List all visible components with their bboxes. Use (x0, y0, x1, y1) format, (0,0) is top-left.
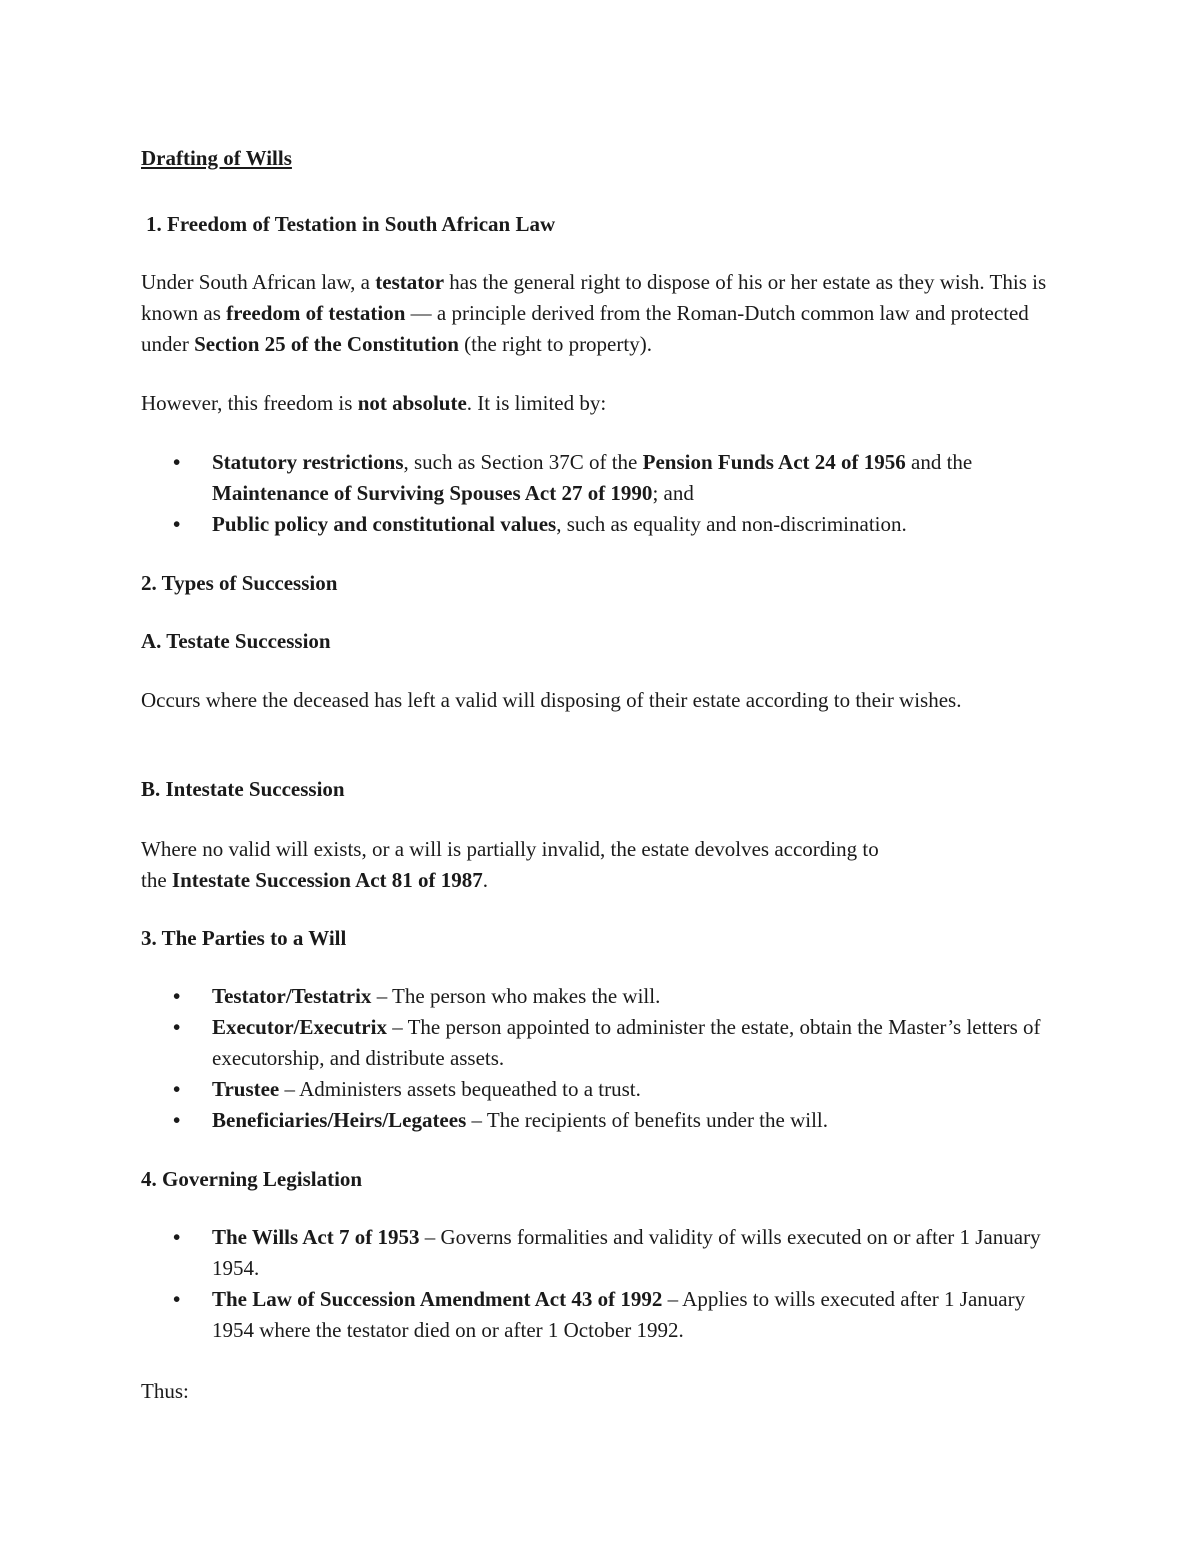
list-item: • The Wills Act 7 of 1953 – Governs formalities and validity of wills executed on or after 1 January 1954. (141, 1222, 1061, 1284)
list-item: • Statutory restrictions, such as Section 37C of the Pension Funds Act 24 of 1956 and the Maintenance of Surviving Spouses Act 27 of 1990; and (141, 447, 1071, 509)
section-4-heading: 4. Governing Legislation (141, 1167, 363, 1191)
bullet-icon: • (173, 1077, 181, 1101)
bullet-icon: • (173, 984, 181, 1008)
section-4-legislation-list (141, 1222, 1061, 1346)
section-2-heading: 2. Types of Succession (141, 571, 338, 595)
bullet-icon: • (173, 1287, 181, 1311)
section-1-paragraph-1: Under South African law, a testator has the general right to dispose of his or her estate as they wish. This is known as freedom of testation — a principle derived from the Roman-Dutch common law and protected under Section 25 of the Constitution (the right to property). (141, 270, 1047, 356)
document-title: Drafting of Wills (141, 146, 292, 170)
bullet-icon: • (173, 450, 181, 474)
section-3-parties-list (141, 981, 1071, 1136)
list-item: • Beneficiaries/Heirs/Legatees – The recipients of benefits under the will. (141, 1105, 1071, 1136)
section-1-limitations-list (141, 447, 1071, 540)
closing-text: Thus: (141, 1379, 189, 1403)
bullet-icon: • (173, 1108, 181, 1132)
section-1-heading: 1. Freedom of Testation in South African Law (146, 212, 556, 236)
list-item: • The Law of Succession Amendment Act 43 of 1992 – Applies to wills executed after 1 January 1954 where the testator died on or after 1 October 1992. (141, 1284, 1061, 1346)
bullet-icon: • (173, 1225, 181, 1249)
list-item: • Public policy and constitutional values, such as equality and non-discrimination. (141, 509, 1071, 540)
bullet-icon: • (173, 512, 181, 536)
section-2b-text: Where no valid will exists, or a will is partially invalid, the estate devolves according to the Intestate Succession Act 81 of 1987. (141, 837, 879, 892)
section-2a-heading: A. Testate Succession (141, 629, 331, 653)
section-2b-heading: B. Intestate Succession (141, 777, 345, 801)
list-item: • Executor/Executrix – The person appointed to administer the estate, obtain the Master’s letters of executorship, and distribute assets. (141, 1012, 1071, 1074)
list-item: • Trustee – Administers assets bequeathed to a trust. (141, 1074, 1071, 1105)
section-2a-text: Occurs where the deceased has left a valid will disposing of their estate according to their wishes. (141, 688, 962, 712)
bullet-icon: • (173, 1015, 181, 1039)
section-1-paragraph-2: However, this freedom is not absolute. It is limited by: (141, 391, 607, 415)
list-item: • Testator/Testatrix – The person who makes the will. (141, 981, 1071, 1012)
section-3-heading: 3. The Parties to a Will (141, 926, 347, 950)
